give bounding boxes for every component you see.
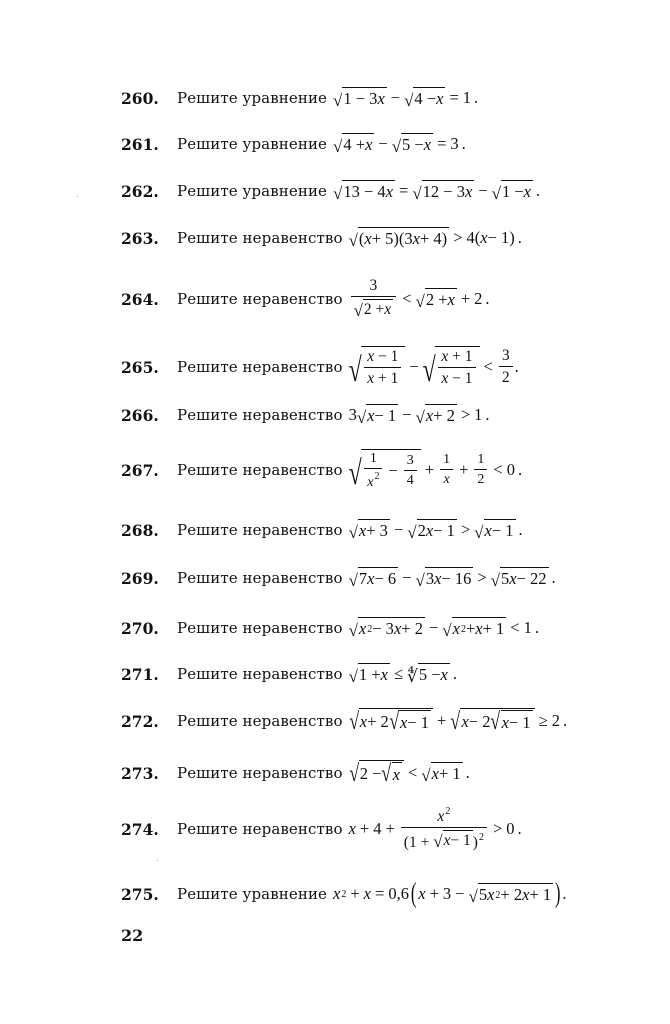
problem-instruction: Решите неравенство [177,619,343,637]
problem-number: 275. [121,884,159,904]
problem-number: 262. [121,181,159,201]
problem-expression: √ 13 − 4 x = √ 12 − 3 x − √ 1 − x . [333,181,541,203]
problem-expression: x + 4 + $x^2$ (1 + √ x − 1 )$^2$ > 0 . [348,806,522,851]
problem-267 [121,443,522,497]
problem-expression: √ $\frac{1}{x^2}$ − $\frac{3}{4}$ + $\frac{1}{x}$ + $\frac{1}{2}$ < 0 . [348,451,523,492]
problem-number: 274. [121,819,159,839]
page-number: 22 [121,926,144,945]
problem-271 [121,654,457,694]
problem-261 [121,124,466,164]
problem-instruction: Решите неравенство [177,764,343,782]
problem-number: 261. [121,134,159,154]
problem-273 [121,753,470,793]
problem-number: 263. [121,228,159,248]
problem-number: 270. [121,618,159,638]
problem-272 [121,701,567,741]
problem-number: 264. [121,289,159,309]
problem-expression: √ x 2 − 3 x + 2 − √ x 2 + x + 1 < 1 . [348,618,539,640]
problem-270 [121,608,539,648]
problem-instruction: Решите неравенство [177,406,343,424]
problem-instruction: Решите неравенство [177,358,343,376]
problem-number: 271. [121,664,159,684]
problem-expression: √ ( x + 5)(3 x + 4) > 4( x − 1) . [348,228,522,250]
problem-expression: 3 √ x − 1 − √ x + 2 > 1 . [348,405,490,427]
problem-instruction: Решите неравенство [177,820,343,838]
problem-instruction: Решите неравенство [177,290,343,308]
problem-expression: √ 2 − √ x < √ x + 1 . [348,761,470,787]
problem-instruction: Решите неравенство [177,569,343,587]
problem-expression: √ 4 + x − √ 5 − x = 3 . [333,134,466,156]
problem-instruction: Решите уравнение [177,885,328,903]
problem-number: 260. [121,88,159,108]
problem-number: 267. [121,460,159,480]
problem-260 [121,78,478,118]
problem-expression: 3 √ 2 + x < √ 2 + x + 2 . [349,277,490,321]
problem-expression: √ x + 2 √ x − 1 + √ x − 2 √ x − 1 ≥ 2 . [348,709,568,735]
problem-275 [121,874,567,914]
problem-269 [121,558,556,598]
problem-265 [121,340,519,394]
problem-instruction: Решите уравнение [177,89,328,107]
problem-number: 268. [121,520,159,540]
problem-number: 272. [121,711,159,731]
problem-268 [121,510,523,550]
problem-263 [121,218,522,258]
problem-expression: √ x + 3 − √ 2 x − 1 > √ x − 1 . [348,520,523,542]
problem-number: 273. [121,763,159,783]
scan-speck [157,860,158,861]
problem-instruction: Решите неравенство [177,229,343,247]
problem-number: 269. [121,568,159,588]
problem-expression: √ 1 + x ≤ ∜ 5 − x . [348,664,457,686]
problem-instruction: Решите неравенство [177,665,343,683]
problem-expression: √ 7 x − 6 − √ 3 x − 16 > √ 5 x − 22 . [348,568,556,590]
problem-266 [121,395,490,435]
problem-262 [121,171,540,211]
problem-expression: √ 1 − 3 x − √ 4 − x = 1 . [333,88,479,110]
problem-264 [121,272,490,326]
problem-instruction: Решите уравнение [177,182,328,200]
problem-instruction: Решите неравенство [177,521,343,539]
problem-instruction: Решите неравенство [177,712,343,730]
problem-instruction: Решите уравнение [177,135,328,153]
scan-speck [77,196,78,197]
problem-expression: √ $\frac{x - 1}{x + 1}$ − √ $\frac{x + 1}{x - 1}$ < $\frac{3}{2}$ . [348,347,519,389]
problem-instruction: Решите неравенство [177,461,343,479]
problem-number: 266. [121,405,159,425]
problem-number: 265. [121,357,159,377]
problem-expression: x 2 + x = 0,6 ( x + 3 − √ 5 x 2 + 2 x + 1 ) . [333,878,567,909]
problem-274 [121,802,522,856]
